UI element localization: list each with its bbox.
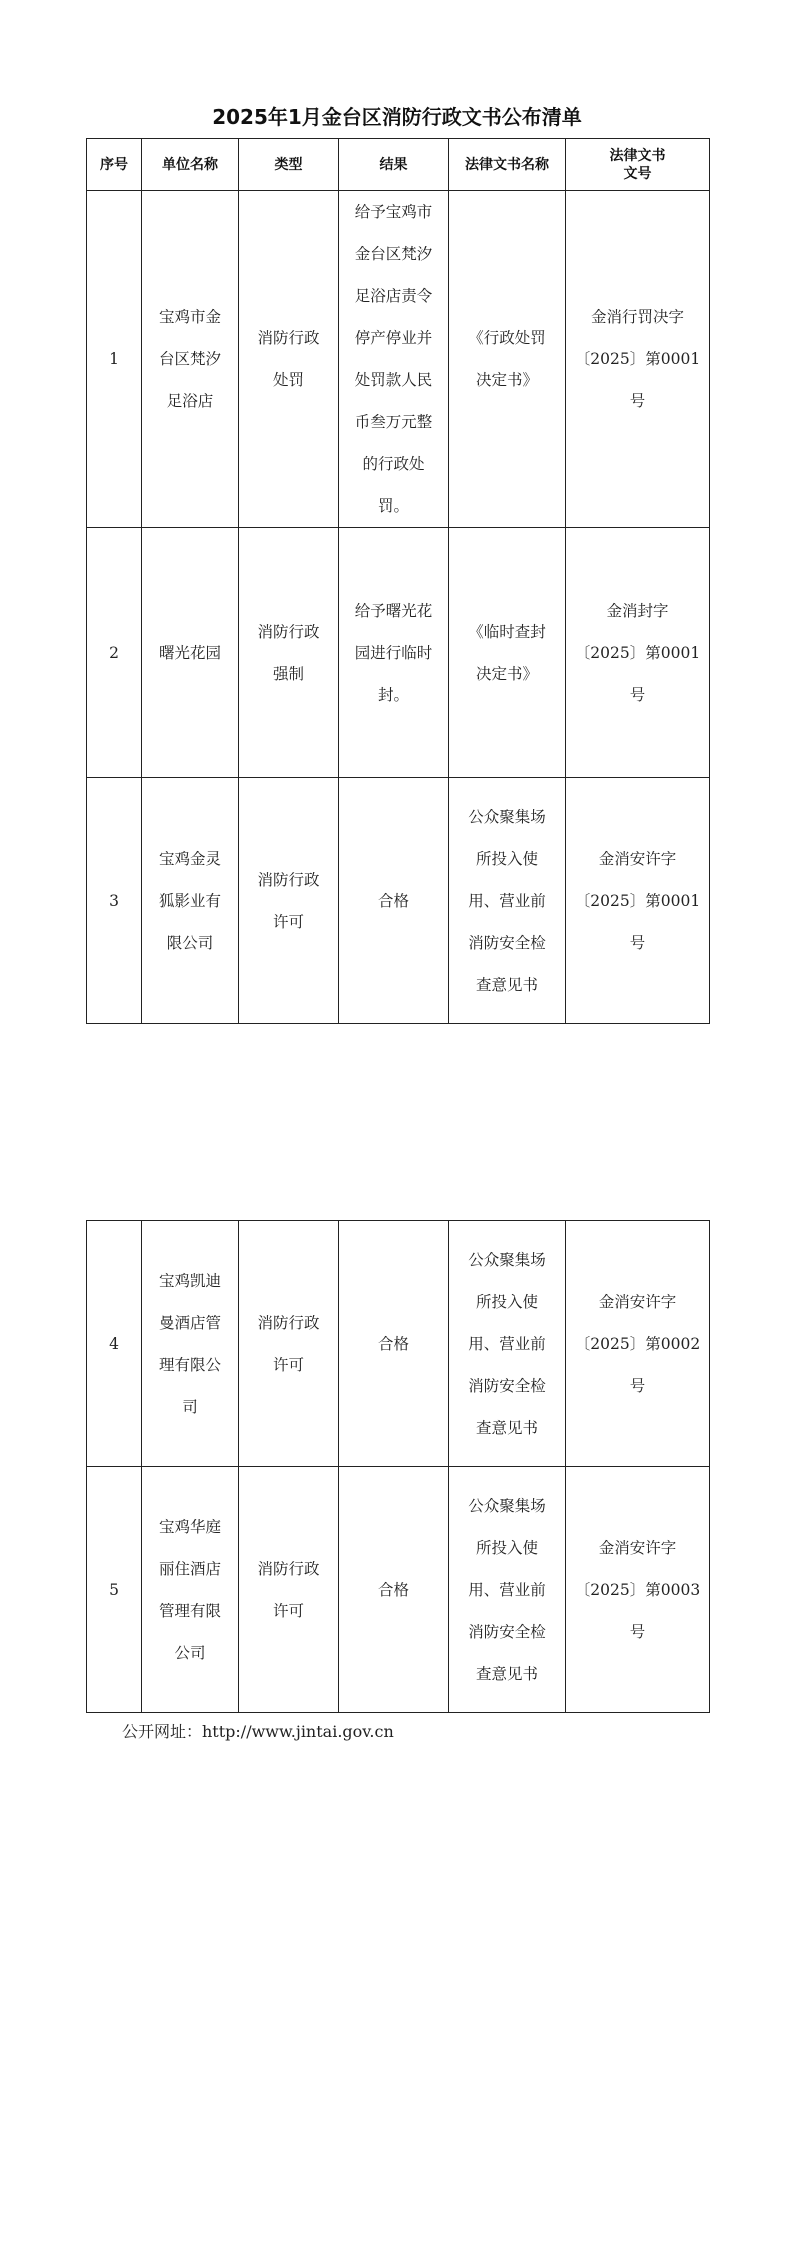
- cell-unit: 宝鸡市金 台区梵汐 足浴店: [158, 308, 221, 410]
- cell-doc-name: 公众聚集场 所投入使 用、营业前 消防安全检 查意见书: [468, 1496, 546, 1683]
- table-row: [87, 778, 710, 1024]
- cell-seq: 3: [87, 778, 142, 1024]
- cell-result: 合格: [377, 891, 409, 910]
- cell-result: 给予曙光花 园进行临时 封。: [354, 601, 433, 704]
- table-row: [87, 528, 710, 778]
- header-type: 类型: [239, 139, 339, 191]
- cell-doc-no: 金消行罚决字 〔2025〕第0001 号: [574, 308, 701, 410]
- table-header-row: [87, 139, 710, 191]
- cell-seq: 4: [87, 1221, 142, 1467]
- cell-type: 消防行政 强制: [257, 622, 320, 683]
- documents-table-continued: [86, 1220, 710, 1713]
- cell-doc-name: 公众聚集场 所投入使 用、营业前 消防安全检 查意见书: [468, 807, 546, 994]
- cell-unit: 宝鸡金灵 狐影业有 限公司: [158, 849, 221, 952]
- cell-result: 合格: [377, 1334, 409, 1353]
- cell-unit: 曙光花园: [158, 643, 221, 662]
- header-unit: 单位名称: [142, 139, 239, 191]
- cell-doc-name: 公众聚集场 所投入使 用、营业前 消防安全检 查意见书: [468, 1250, 546, 1437]
- cell-seq: 2: [87, 528, 142, 778]
- cell-type: 消防行政 处罚: [257, 329, 320, 389]
- cell-type: 消防行政 许可: [257, 1559, 320, 1620]
- cell-seq: 5: [87, 1467, 142, 1713]
- cell-type: 消防行政 许可: [257, 1313, 320, 1374]
- table-row: [87, 1467, 710, 1713]
- cell-doc-no: 金消安许字 〔2025〕第0001 号: [574, 849, 701, 952]
- header-doc-name: 法律文书名称: [449, 139, 566, 191]
- header-result: 结果: [339, 139, 449, 191]
- public-website-note: 公开网址：http://www.jintai.gov.cn: [122, 1722, 394, 1741]
- header-doc-no: 法律文书 文号: [566, 139, 710, 191]
- cell-unit: 宝鸡华庭 丽住酒店 管理有限 公司: [158, 1517, 221, 1662]
- page-title: 2025年1月金台区消防行政文书公布清单: [212, 105, 582, 129]
- cell-doc-no: 金消安许字 〔2025〕第0002 号: [574, 1292, 701, 1395]
- table-row: [87, 1221, 710, 1467]
- table-row: [87, 191, 710, 528]
- cell-doc-no: 金消安许字 〔2025〕第0003 号: [574, 1538, 701, 1641]
- cell-doc-no: 金消封字 〔2025〕第0001 号: [574, 601, 701, 704]
- cell-unit: 宝鸡凯迪 曼酒店管 理有限公 司: [158, 1271, 221, 1416]
- cell-result: 合格: [377, 1580, 409, 1599]
- cell-result: 给予宝鸡市 金台区梵汐 足浴店责令 停产停业并 处罚款人民 币叁万元整 的行政处 罚。: [354, 203, 433, 515]
- cell-doc-name: 《临时查封 决定书》: [468, 622, 546, 683]
- cell-doc-name: 《行政处罚 决定书》: [468, 329, 546, 389]
- cell-seq: 1: [87, 191, 142, 528]
- documents-table: [86, 138, 710, 1024]
- cell-type: 消防行政 许可: [257, 870, 320, 931]
- header-seq: 序号: [87, 139, 142, 191]
